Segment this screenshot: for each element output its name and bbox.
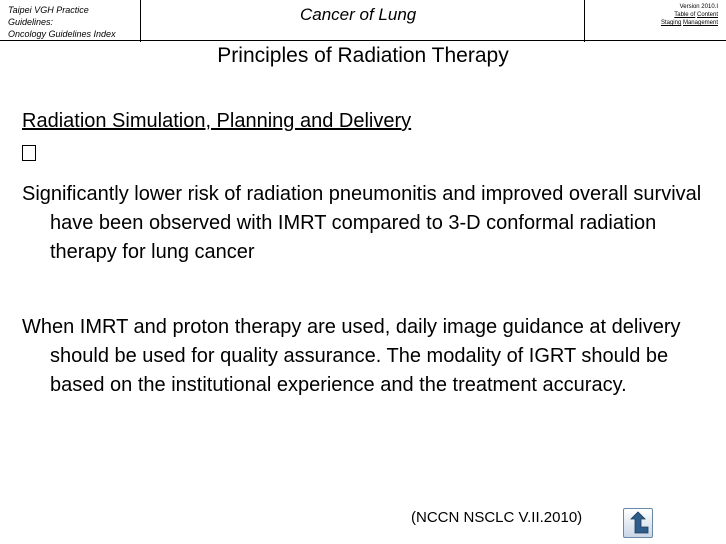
checkbox-square-icon bbox=[22, 145, 36, 161]
table-of-content-link[interactable]: Table of bbox=[674, 12, 696, 18]
section-heading: Radiation Simulation, Planning and Delivery bbox=[22, 110, 412, 132]
guideline-source-line: Guidelines: bbox=[8, 17, 54, 27]
guideline-source-line: Taipei VGH Practice bbox=[8, 5, 89, 15]
staging-link[interactable]: Staging bbox=[660, 20, 682, 26]
citation: (NCCN NSCLC V.II.2010) bbox=[411, 509, 583, 526]
paragraph: When IMRT and proton therapy are used, daily image guidance at delivery should be used for quality assurance. The modality of IGRT should be based on the institutional experience and the treatment accuracy. bbox=[22, 316, 681, 396]
return-button[interactable] bbox=[623, 508, 653, 538]
management-link[interactable]: Management bbox=[682, 20, 718, 26]
guideline-source bbox=[8, 4, 138, 40]
guideline-source-line: Oncology Guidelines Index bbox=[8, 29, 116, 39]
version-label: Version 2010.I bbox=[679, 4, 718, 10]
header-divider bbox=[140, 0, 141, 42]
return-arrow-icon bbox=[624, 509, 652, 537]
content-link[interactable]: Content bbox=[696, 12, 718, 18]
document-title: Cancer of Lung bbox=[300, 5, 417, 24]
header-underline bbox=[0, 40, 726, 41]
header-nav bbox=[661, 3, 718, 27]
header-divider bbox=[584, 0, 585, 42]
paragraph: Significantly lower risk of radiation pneumonitis and improved overall survival have been observed with IMRT compared to 3-D conformal radiation therapy for lung cancer bbox=[22, 183, 702, 263]
page-title: Principles of Radiation Therapy bbox=[217, 44, 509, 67]
